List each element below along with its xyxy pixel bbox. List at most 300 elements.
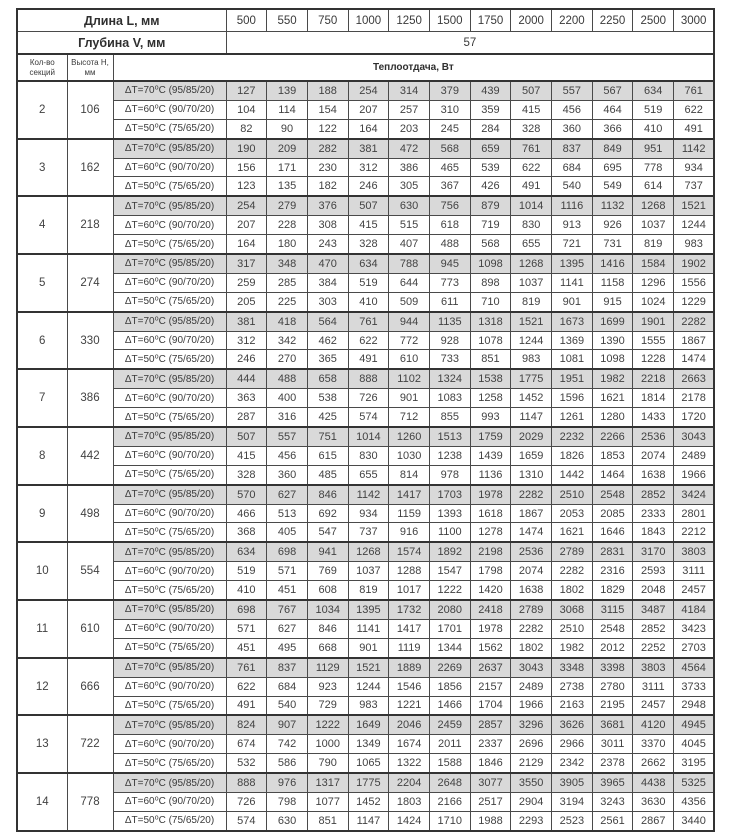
heat-output-value: 814 xyxy=(389,465,430,484)
heat-output-value: 4120 xyxy=(633,715,674,734)
heat-output-value: 1802 xyxy=(552,581,593,600)
heat-output-value: 359 xyxy=(470,100,511,119)
length-column-header: 2000 xyxy=(511,9,552,32)
heat-output-value: 712 xyxy=(389,408,430,427)
heat-output-value: 284 xyxy=(470,119,511,138)
length-column-header: 1500 xyxy=(429,9,470,32)
heat-output-value: 568 xyxy=(470,235,511,254)
heat-output-value: 114 xyxy=(267,100,308,119)
heat-output-value: 983 xyxy=(348,696,389,715)
heat-output-value: 2966 xyxy=(552,735,593,754)
delta70-row xyxy=(17,369,714,388)
heat-output-value: 365 xyxy=(307,350,348,369)
heat-output-value: 2337 xyxy=(470,735,511,754)
heat-output-value: 2342 xyxy=(552,754,593,773)
heat-output-value: 243 xyxy=(307,235,348,254)
heat-output-value: 2548 xyxy=(592,619,633,638)
heat-output-value: 164 xyxy=(348,119,389,138)
heat-output-value: 2269 xyxy=(429,658,470,677)
heat-output-value: 410 xyxy=(633,119,674,138)
heat-output-value: 608 xyxy=(307,581,348,600)
heat-output-value: 1588 xyxy=(429,754,470,773)
heat-output-value: 751 xyxy=(307,427,348,446)
delta50-row xyxy=(17,523,714,542)
heat-output-value: 488 xyxy=(429,235,470,254)
heat-output-value: 228 xyxy=(267,216,308,235)
heat-output-value: 507 xyxy=(511,81,552,100)
delta-t-label: ΔT=60⁰C (90/70/20) xyxy=(113,100,226,119)
heat-output-value: 3243 xyxy=(592,792,633,811)
height-mm: 498 xyxy=(67,485,113,543)
heat-output-value: 2457 xyxy=(674,581,715,600)
heat-output-value: 418 xyxy=(267,312,308,331)
length-column-header: 500 xyxy=(226,9,267,32)
heat-output-value: 1649 xyxy=(348,715,389,734)
heat-output-value: 123 xyxy=(226,177,267,196)
heat-output-value: 2204 xyxy=(389,773,430,792)
heat-output-value: 1538 xyxy=(470,369,511,388)
depth-header-row xyxy=(17,32,714,55)
heat-output-value: 3068 xyxy=(552,600,593,619)
heat-output-value: 491 xyxy=(674,119,715,138)
heat-output-value: 317 xyxy=(226,254,267,273)
sections-count: 7 xyxy=(17,369,67,427)
heat-output-value: 1158 xyxy=(592,273,633,292)
heat-output-value: 1141 xyxy=(552,273,593,292)
heat-output-value: 798 xyxy=(267,792,308,811)
heat-output-value: 627 xyxy=(267,619,308,638)
heat-output-value: 2696 xyxy=(511,735,552,754)
delta70-row xyxy=(17,485,714,504)
heat-output-value: 1024 xyxy=(633,292,674,311)
heat-output-value: 444 xyxy=(226,369,267,388)
heat-output-value: 1618 xyxy=(470,504,511,523)
heat-output-value: 2212 xyxy=(674,523,715,542)
heat-output-value: 928 xyxy=(429,331,470,350)
heat-output-value: 400 xyxy=(267,389,308,408)
heat-output-value: 901 xyxy=(552,292,593,311)
subheader-row xyxy=(17,54,714,81)
heat-output-value: 778 xyxy=(633,158,674,177)
heat-output-value: 1390 xyxy=(592,331,633,350)
height-mm: 778 xyxy=(67,773,113,831)
heat-output-value: 3550 xyxy=(511,773,552,792)
heat-output-value: 462 xyxy=(307,331,348,350)
heat-output-value: 1775 xyxy=(348,773,389,792)
heat-output-value: 532 xyxy=(226,754,267,773)
heat-output-value: 547 xyxy=(307,523,348,542)
heat-output-value: 819 xyxy=(633,235,674,254)
heat-output-value: 934 xyxy=(674,158,715,177)
length-header-row xyxy=(17,9,714,32)
length-column-header: 2200 xyxy=(552,9,593,32)
heat-output-value: 2703 xyxy=(674,638,715,657)
heat-output-value: 915 xyxy=(592,292,633,311)
heat-output-value: 342 xyxy=(267,331,308,350)
heat-output-value: 658 xyxy=(307,369,348,388)
delta-t-label: ΔT=70⁰C (95/85/20) xyxy=(113,312,226,331)
sections-count: 6 xyxy=(17,312,67,370)
heat-output-value: 772 xyxy=(389,331,430,350)
heat-output-value: 328 xyxy=(511,119,552,138)
heat-output-value: 944 xyxy=(389,312,430,331)
heat-output-value: 1521 xyxy=(674,196,715,215)
heat-output-value: 1317 xyxy=(307,773,348,792)
heat-output-value: 1037 xyxy=(511,273,552,292)
heat-output-value: 564 xyxy=(307,312,348,331)
heat-output-value: 1699 xyxy=(592,312,633,331)
heat-output-value: 190 xyxy=(226,139,267,158)
sections-count: 11 xyxy=(17,600,67,658)
heat-output-value: 837 xyxy=(267,658,308,677)
heat-output-value: 360 xyxy=(552,119,593,138)
depth-label: Глубина V, мм xyxy=(17,32,226,55)
heat-output-value: 837 xyxy=(552,139,593,158)
heat-output-value: 279 xyxy=(267,196,308,215)
heat-output-value: 1546 xyxy=(389,677,430,696)
delta-t-label: ΔT=60⁰C (90/70/20) xyxy=(113,792,226,811)
heat-output-value: 495 xyxy=(267,638,308,657)
heat-output-value: 2637 xyxy=(470,658,511,677)
heat-output-value: 1521 xyxy=(511,312,552,331)
heat-output-value: 622 xyxy=(348,331,389,350)
heat-output-value: 509 xyxy=(389,292,430,311)
heat-output-value: 586 xyxy=(267,754,308,773)
heat-output-value: 698 xyxy=(226,600,267,619)
heat-output-value: 1147 xyxy=(348,811,389,830)
heat-output-value: 203 xyxy=(389,119,430,138)
delta-t-label: ΔT=50⁰C (75/65/20) xyxy=(113,465,226,484)
heat-output-value: 756 xyxy=(429,196,470,215)
heat-output-value: 567 xyxy=(592,81,633,100)
heat-output-value: 245 xyxy=(429,119,470,138)
delta-t-label: ΔT=50⁰C (75/65/20) xyxy=(113,235,226,254)
heat-output-value: 710 xyxy=(470,292,511,311)
heat-output-value: 426 xyxy=(470,177,511,196)
heat-output-value: 1988 xyxy=(470,811,511,830)
length-column-header: 2250 xyxy=(592,9,633,32)
heat-output-value: 1889 xyxy=(389,658,430,677)
heat-output-value: 1701 xyxy=(429,619,470,638)
heat-output-value: 3398 xyxy=(592,658,633,677)
heat-output-value: 1659 xyxy=(511,446,552,465)
heat-output-value: 737 xyxy=(348,523,389,542)
heat-output-value: 1775 xyxy=(511,369,552,388)
heat-output-value: 913 xyxy=(552,216,593,235)
heat-output-value: 2852 xyxy=(633,485,674,504)
heat-output-value: 314 xyxy=(389,81,430,100)
heat-output-value: 1296 xyxy=(633,273,674,292)
heat-output-value: 571 xyxy=(267,562,308,581)
length-column-header: 3000 xyxy=(674,9,715,32)
heat-output-value: 2157 xyxy=(470,677,511,696)
heat-output-value: 1142 xyxy=(348,485,389,504)
heat-output-value: 2053 xyxy=(552,504,593,523)
heat-output-value: 491 xyxy=(226,696,267,715)
heat-output-value: 2548 xyxy=(592,485,633,504)
delta-t-label: ΔT=60⁰C (90/70/20) xyxy=(113,389,226,408)
delta70-row xyxy=(17,139,714,158)
heat-output-value: 507 xyxy=(348,196,389,215)
heat-output-value: 2510 xyxy=(552,485,593,504)
heat-output-value: 692 xyxy=(307,504,348,523)
heat-output-value: 1843 xyxy=(633,523,674,542)
heat-output-value: 2074 xyxy=(511,562,552,581)
heat-output-value: 539 xyxy=(470,158,511,177)
heat-output-value: 1966 xyxy=(511,696,552,715)
heat-output-value: 312 xyxy=(226,331,267,350)
heat-output-value: 1901 xyxy=(633,312,674,331)
heat-output-value: 171 xyxy=(267,158,308,177)
heat-output-value: 1416 xyxy=(592,254,633,273)
heat-output-value: 1452 xyxy=(511,389,552,408)
heat-output-value: 761 xyxy=(348,312,389,331)
length-column-header: 550 xyxy=(267,9,308,32)
heat-output-value: 376 xyxy=(307,196,348,215)
heat-output-value: 381 xyxy=(226,312,267,331)
heat-output-value: 742 xyxy=(267,735,308,754)
heat-output-value: 1521 xyxy=(348,658,389,677)
heat-output-value: 303 xyxy=(307,292,348,311)
heat-output-value: 2282 xyxy=(552,562,593,581)
heat-output-value: 846 xyxy=(307,485,348,504)
heat-output-value: 246 xyxy=(348,177,389,196)
heat-output-value: 1417 xyxy=(389,485,430,504)
heat-output-value: 1244 xyxy=(674,216,715,235)
delta50-row xyxy=(17,408,714,427)
heat-output-value: 472 xyxy=(389,139,430,158)
heat-output-value: 3630 xyxy=(633,792,674,811)
heat-output-value: 470 xyxy=(307,254,348,273)
heat-output-value: 630 xyxy=(267,811,308,830)
heat-output-value: 644 xyxy=(389,273,430,292)
heat-output-value: 898 xyxy=(470,273,511,292)
height-mm: 666 xyxy=(67,658,113,716)
heat-output-value: 1814 xyxy=(633,389,674,408)
heat-output-value: 491 xyxy=(511,177,552,196)
heat-output-value: 456 xyxy=(552,100,593,119)
heat-output-value: 1318 xyxy=(470,312,511,331)
heat-output-value: 230 xyxy=(307,158,348,177)
heat-output-value: 1030 xyxy=(389,446,430,465)
heat-output-value: 2510 xyxy=(552,619,593,638)
heat-output-value: 1621 xyxy=(552,523,593,542)
heat-output-value: 1310 xyxy=(511,465,552,484)
heat-output-value: 830 xyxy=(511,216,552,235)
heat-output-value: 2085 xyxy=(592,504,633,523)
heat-output-value: 557 xyxy=(267,427,308,446)
heat-output-value: 225 xyxy=(267,292,308,311)
heat-output-value: 2316 xyxy=(592,562,633,581)
heat-output-value: 451 xyxy=(267,581,308,600)
heat-output-value: 415 xyxy=(511,100,552,119)
delta-t-label: ΔT=70⁰C (95/85/20) xyxy=(113,196,226,215)
heat-output-value: 154 xyxy=(307,100,348,119)
heat-output-value: 1584 xyxy=(633,254,674,273)
heat-output-value: 2738 xyxy=(552,677,593,696)
heat-output-value: 888 xyxy=(226,773,267,792)
length-label: Длина L, мм xyxy=(17,9,226,32)
table-body xyxy=(17,81,714,831)
heat-output-value: 328 xyxy=(348,235,389,254)
heat-output-value: 1244 xyxy=(348,677,389,696)
heat-output-value: 1083 xyxy=(429,389,470,408)
heat-output-value: 1014 xyxy=(511,196,552,215)
delta60-row xyxy=(17,100,714,119)
heat-output-value: 1951 xyxy=(552,369,593,388)
delta-t-label: ΔT=70⁰C (95/85/20) xyxy=(113,369,226,388)
heat-output-value: 674 xyxy=(226,735,267,754)
delta-t-label: ΔT=50⁰C (75/65/20) xyxy=(113,119,226,138)
heat-output-value: 287 xyxy=(226,408,267,427)
heat-output-value: 2378 xyxy=(592,754,633,773)
heat-output-value: 1703 xyxy=(429,485,470,504)
heat-output-value: 305 xyxy=(389,177,430,196)
heat-output-value: 1867 xyxy=(511,504,552,523)
heat-output-value: 1867 xyxy=(674,331,715,350)
heat-output-value: 668 xyxy=(307,638,348,657)
heat-output-value: 1555 xyxy=(633,331,674,350)
heat-output-value: 3194 xyxy=(552,792,593,811)
heat-output-value: 1132 xyxy=(592,196,633,215)
heat-output-value: 726 xyxy=(226,792,267,811)
heat-output-value: 1513 xyxy=(429,427,470,446)
heat-output-value: 2266 xyxy=(592,427,633,446)
heat-output-value: 1732 xyxy=(389,600,430,619)
heat-output-value: 2166 xyxy=(429,792,470,811)
heat-output-value: 1065 xyxy=(348,754,389,773)
heat-output-value: 207 xyxy=(348,100,389,119)
delta-t-label: ΔT=50⁰C (75/65/20) xyxy=(113,408,226,427)
heat-output-value: 3111 xyxy=(633,677,674,696)
heat-output-value: 2129 xyxy=(511,754,552,773)
heat-output-value: 1829 xyxy=(592,581,633,600)
heat-output-value: 259 xyxy=(226,273,267,292)
heat-output-value: 1135 xyxy=(429,312,470,331)
heat-output-value: 1260 xyxy=(389,427,430,446)
heat-output-value: 2333 xyxy=(633,504,674,523)
length-column-header: 1000 xyxy=(348,9,389,32)
heat-output-value: 1574 xyxy=(389,542,430,561)
heat-output-value: 2293 xyxy=(511,811,552,830)
heat-output-value: 698 xyxy=(267,542,308,561)
heat-output-value: 410 xyxy=(348,292,389,311)
heat-output-value: 122 xyxy=(307,119,348,138)
heat-output-value: 3423 xyxy=(674,619,715,638)
heat-output-value: 3170 xyxy=(633,542,674,561)
delta50-row xyxy=(17,696,714,715)
heat-output-value: 410 xyxy=(226,581,267,600)
heat-output-value: 3011 xyxy=(592,735,633,754)
heat-output-value: 849 xyxy=(592,139,633,158)
delta-t-label: ΔT=50⁰C (75/65/20) xyxy=(113,581,226,600)
heat-output-value: 282 xyxy=(307,139,348,158)
heat-output-value: 3370 xyxy=(633,735,674,754)
heat-output-value: 1395 xyxy=(552,254,593,273)
heat-output-value: 540 xyxy=(267,696,308,715)
heat-output-value: 976 xyxy=(267,773,308,792)
sections-count: 5 xyxy=(17,254,67,312)
height-mm: 722 xyxy=(67,715,113,773)
heat-output-value: 180 xyxy=(267,235,308,254)
heat-output-value: 1621 xyxy=(592,389,633,408)
heat-output-value: 348 xyxy=(267,254,308,273)
delta50-row xyxy=(17,119,714,138)
heat-output-value: 188 xyxy=(307,81,348,100)
heat-output-value: 2080 xyxy=(429,600,470,619)
heat-output-value: 1673 xyxy=(552,312,593,331)
heat-output-value: 491 xyxy=(348,350,389,369)
heat-output-value: 761 xyxy=(511,139,552,158)
delta-t-label: ΔT=60⁰C (90/70/20) xyxy=(113,273,226,292)
heat-output-value: 451 xyxy=(226,638,267,657)
heat-output-value: 2867 xyxy=(633,811,674,830)
sections-count: 9 xyxy=(17,485,67,543)
heat-output-value: 384 xyxy=(307,273,348,292)
heat-output-value: 721 xyxy=(552,235,593,254)
delta60-row xyxy=(17,446,714,465)
delta-t-label: ΔT=50⁰C (75/65/20) xyxy=(113,811,226,830)
heat-output-value: 1433 xyxy=(633,408,674,427)
heat-output-value: 851 xyxy=(307,811,348,830)
heat-output-value: 926 xyxy=(592,216,633,235)
delta50-row xyxy=(17,638,714,657)
heat-output-value: 983 xyxy=(511,350,552,369)
heat-output-value: 1646 xyxy=(592,523,633,542)
heat-output-value: 634 xyxy=(348,254,389,273)
delta-t-label: ΔT=70⁰C (95/85/20) xyxy=(113,715,226,734)
heat-output-value: 3115 xyxy=(592,600,633,619)
heat-output-value: 571 xyxy=(226,619,267,638)
heat-output-value: 139 xyxy=(267,81,308,100)
heat-output-value: 456 xyxy=(267,446,308,465)
heat-output-label: Теплоотдача, Вт xyxy=(113,54,714,81)
heat-output-value: 3348 xyxy=(552,658,593,677)
heat-output-value: 1116 xyxy=(552,196,593,215)
heat-output-value: 2648 xyxy=(429,773,470,792)
length-column-header: 2500 xyxy=(633,9,674,32)
sections-count: 13 xyxy=(17,715,67,773)
heat-output-value: 830 xyxy=(348,446,389,465)
heat-output-value: 1034 xyxy=(307,600,348,619)
heat-output-value: 2459 xyxy=(429,715,470,734)
heat-output-value: 923 xyxy=(307,677,348,696)
heat-output-value: 655 xyxy=(348,465,389,484)
heat-output-value: 1258 xyxy=(470,389,511,408)
heat-output-value: 1324 xyxy=(429,369,470,388)
heat-output-value: 312 xyxy=(348,158,389,177)
heat-output-value: 1147 xyxy=(511,408,552,427)
heat-output-value: 2282 xyxy=(511,485,552,504)
delta60-row xyxy=(17,216,714,235)
delta50-row xyxy=(17,350,714,369)
delta70-row xyxy=(17,312,714,331)
delta-t-label: ΔT=70⁰C (95/85/20) xyxy=(113,81,226,100)
heat-output-value: 1417 xyxy=(389,619,430,638)
heat-output-value: 2012 xyxy=(592,638,633,657)
heat-output-value: 1159 xyxy=(389,504,430,523)
delta70-row xyxy=(17,773,714,792)
heat-output-value: 2948 xyxy=(674,696,715,715)
heat-output-value: 2218 xyxy=(633,369,674,388)
heat-output-value: 2457 xyxy=(633,696,674,715)
heat-output-value: 2561 xyxy=(592,811,633,830)
delta50-row xyxy=(17,581,714,600)
delta70-row xyxy=(17,542,714,561)
sections-count: 10 xyxy=(17,542,67,600)
heat-output-value: 901 xyxy=(389,389,430,408)
heat-output-value: 729 xyxy=(307,696,348,715)
